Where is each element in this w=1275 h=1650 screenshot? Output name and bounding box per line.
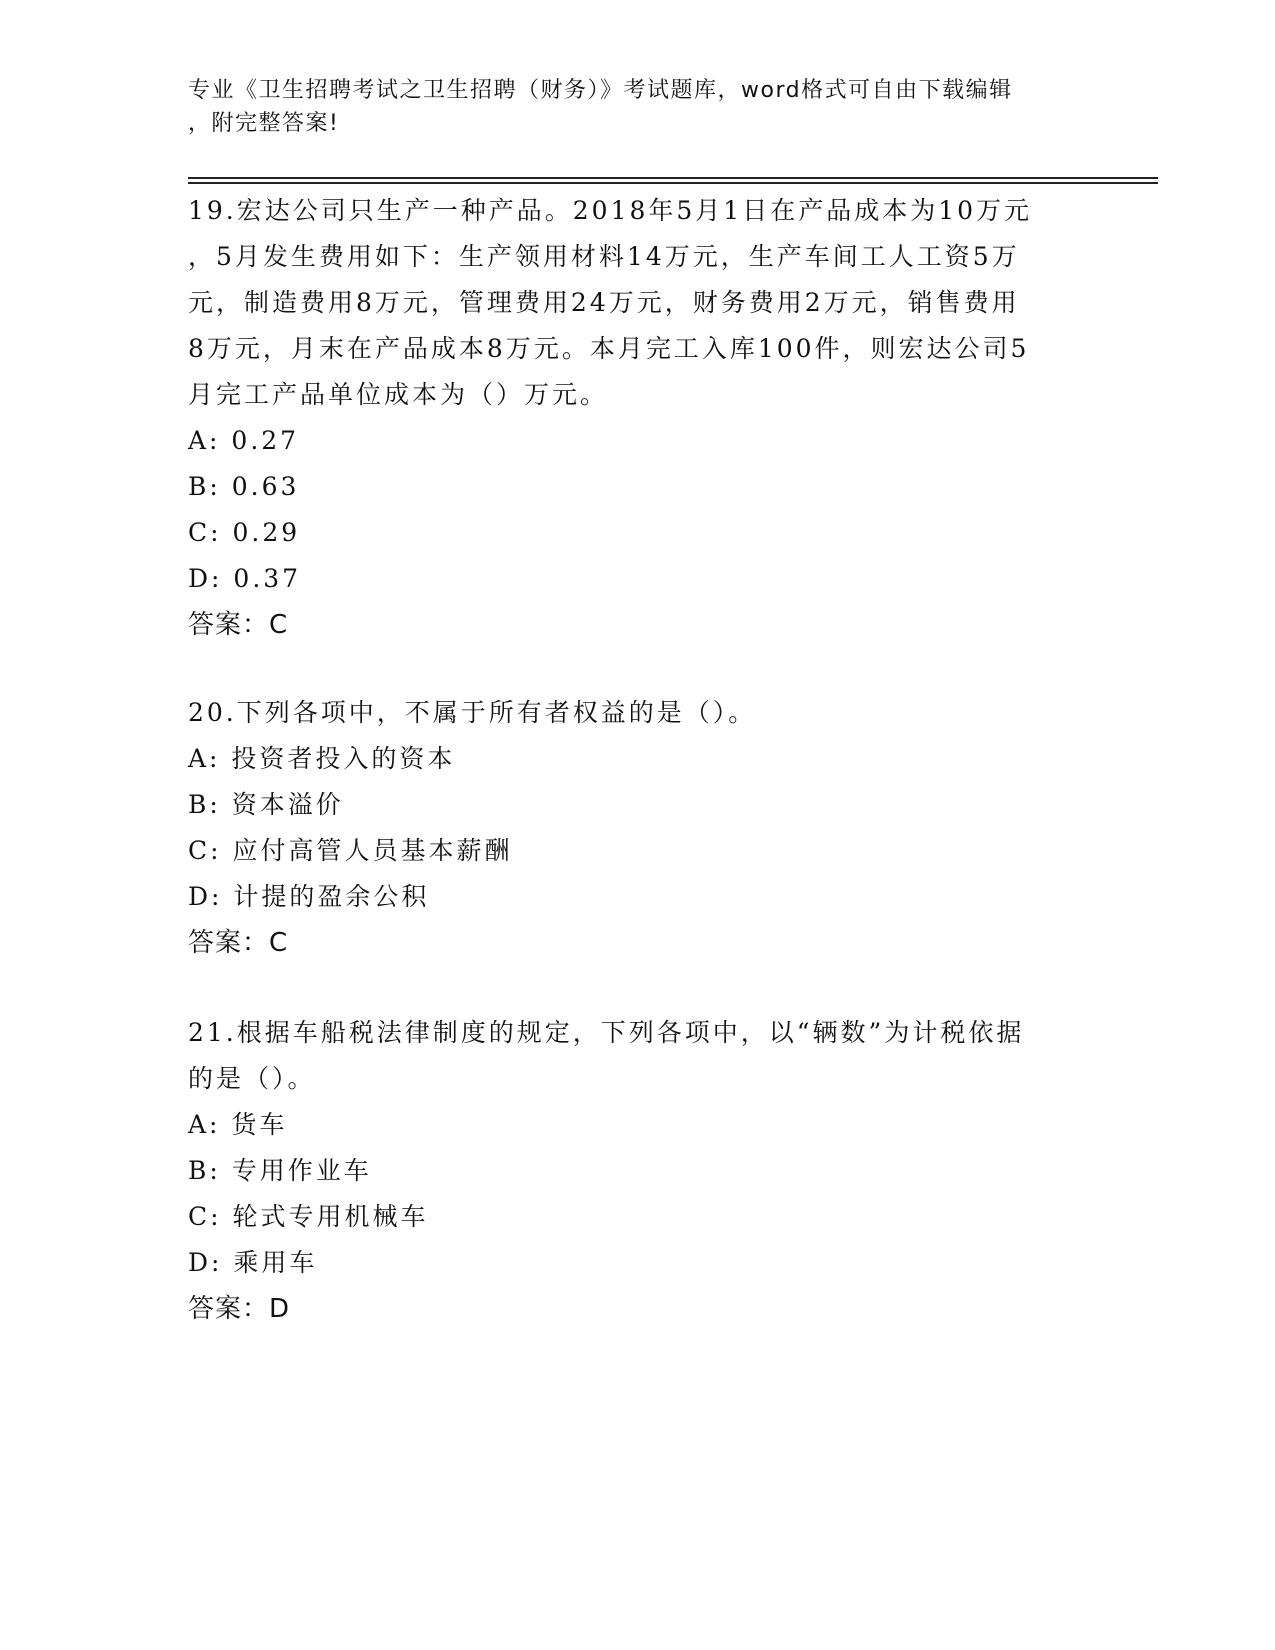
question-stem-line: 20.下列各项中，不属于所有者权益的是（）。 [188, 698, 757, 727]
question-20 [188, 690, 1088, 966]
header-divider-top [188, 177, 1158, 179]
header-line-2: ，附完整答案! [188, 111, 340, 136]
option-a: A: 0.27 [188, 426, 300, 455]
answer: 答案：D [188, 1294, 291, 1324]
answer: 答案：C [188, 928, 289, 958]
question-stem-line: 月完工产品单位成本为（）万元。 [188, 380, 609, 409]
question-19 [188, 188, 1088, 648]
question-21 [188, 1010, 1088, 1332]
question-stem-line: 的是（）。 [188, 1064, 316, 1093]
option-a: A: 投资者投入的资本 [188, 744, 456, 773]
option-b: B: 资本溢价 [188, 790, 344, 819]
option-c: C: 轮式专用机械车 [188, 1202, 429, 1231]
answer: 答案：C [188, 610, 289, 640]
option-c: C: 应付高管人员基本薪酬 [188, 836, 513, 865]
question-stem-line: ，5月发生费用如下：生产领用材料14万元，生产车间工人工资5万 [188, 242, 1020, 271]
header-divider-bottom [188, 182, 1158, 184]
document-header [188, 74, 1068, 140]
option-a: A: 货车 [188, 1110, 288, 1139]
question-stem-line: 元，制造费用8万元，管理费用24万元，财务费用2万元，销售费用 [188, 288, 1020, 317]
question-stem-line: 19.宏达公司只生产一种产品。2018年5月1日在产品成本为10万元 [188, 196, 1033, 225]
option-d: D: 计提的盈余公积 [188, 882, 430, 911]
header-line-1: 专业《卫生招聘考试之卫生招聘（财务）》考试题库，word格式可自由下载编辑 [188, 78, 1013, 103]
option-d: D: 乘用车 [188, 1248, 318, 1277]
question-stem-line: 21.根据车船税法律制度的规定，下列各项中，以“辆数”为计税依据 [188, 1018, 1025, 1047]
option-c: C: 0.29 [188, 518, 301, 547]
question-stem-line: 8万元，月末在产品成本8万元。本月完工入库100件，则宏达公司5 [188, 334, 1030, 363]
option-b: B: 0.63 [188, 472, 300, 501]
option-d: D: 0.37 [188, 564, 302, 593]
option-b: B: 专用作业车 [188, 1156, 372, 1185]
